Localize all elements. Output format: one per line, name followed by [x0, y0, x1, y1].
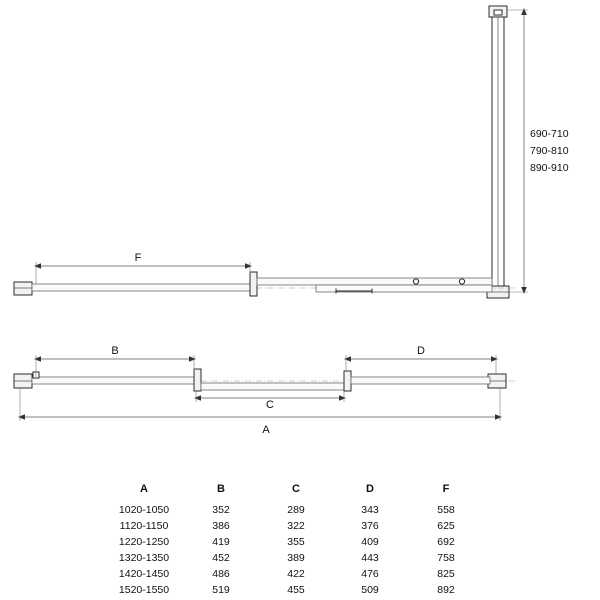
dimension-d-label: D [417, 345, 425, 357]
top-view-roller-b [459, 279, 464, 284]
vertical-profile-top-detail [494, 10, 502, 15]
table-header-f: F [442, 483, 450, 495]
top-view-sliding-panel-upper [257, 278, 492, 285]
table-cell-f: 825 [437, 568, 455, 580]
dimension-f-arrow-right [245, 263, 252, 269]
table-cell-c: 289 [287, 504, 305, 516]
table-cell-c: 455 [287, 584, 305, 596]
table-cell-b: 352 [212, 504, 230, 516]
dimension-b-arrow-right [189, 356, 196, 362]
dimension-a-group [18, 388, 502, 436]
dimension-f-arrow-left [34, 263, 41, 269]
table-cell-a: 1120-1150 [119, 520, 169, 532]
table-cell-c: 322 [287, 520, 305, 532]
bottom-view-right-fixed-panel [351, 377, 490, 384]
table-cell-f: 758 [437, 552, 455, 564]
table-cell-f: 558 [437, 504, 455, 516]
table-cell-d: 376 [361, 520, 379, 532]
vertical-profile-group [487, 6, 509, 298]
table-cell-a: 1320-1350 [118, 552, 170, 564]
table-row [120, 520, 455, 532]
dimension-b-group [34, 345, 196, 377]
table-cell-a: 1420-1450 [118, 568, 170, 580]
dimension-c-group [194, 391, 346, 411]
table-cell-a: 1520-1550 [118, 584, 170, 596]
table-cell-d: 409 [361, 536, 379, 548]
table-header-d: D [366, 483, 374, 495]
dimension-b-label: B [111, 345, 119, 357]
table-cell-a: 1220-1250 [118, 536, 170, 548]
table-header-a: A [140, 483, 148, 495]
table-row [119, 552, 455, 564]
table-row [119, 536, 455, 548]
bottom-view-center-sliding-panel [201, 383, 347, 390]
table-cell-a: 1020-1050 [118, 504, 170, 516]
dimension-c-arrow-left [194, 395, 201, 401]
dimension-d-arrow-left [344, 356, 351, 362]
table-cell-d: 443 [361, 552, 379, 564]
dimension-c-arrow-right [339, 395, 346, 401]
table-cell-b: 452 [212, 552, 230, 564]
table-cell-c: 422 [287, 568, 305, 580]
dimension-c-label: C [266, 399, 274, 411]
dimension-d-arrow-right [491, 356, 498, 362]
dimension-f-label: F [134, 252, 142, 264]
table-cell-d: 509 [361, 584, 379, 596]
dimension-f-group [34, 252, 252, 284]
table-cell-d: 476 [361, 568, 379, 580]
top-view-fixed-panel [32, 284, 252, 291]
height-dimension-group [507, 8, 528, 294]
dimension-d-group [344, 345, 498, 375]
top-plan-view-group [14, 272, 516, 296]
height-option-0: 690-710 [530, 128, 569, 140]
table-row [119, 584, 455, 596]
table-cell-c: 355 [287, 536, 305, 548]
table-cell-b: 386 [212, 520, 230, 532]
height-arrow-top [521, 8, 527, 15]
table-cell-d: 343 [361, 504, 379, 516]
table-header-b: B [217, 483, 225, 495]
specification-table [119, 483, 455, 596]
table-row [119, 568, 455, 580]
height-option-1: 790-810 [530, 145, 569, 157]
bottom-view-right-post [344, 371, 351, 391]
bottom-plan-view-group [14, 369, 516, 391]
dimension-a-arrow-right [495, 414, 502, 420]
table-cell-b: 486 [212, 568, 230, 580]
table-cell-f: 692 [437, 536, 455, 548]
table-header-c: C [292, 483, 300, 495]
top-view-roller-a [413, 279, 418, 284]
dimension-a-arrow-left [18, 414, 25, 420]
dimension-b-arrow-left [34, 356, 41, 362]
table-cell-c: 389 [287, 552, 305, 564]
bottom-view-left-post [194, 369, 201, 391]
bottom-view-left-fixed-panel [32, 377, 196, 384]
dimension-a-label: A [262, 424, 270, 436]
height-option-2: 890-910 [530, 162, 569, 174]
table-cell-f: 892 [437, 584, 455, 596]
table-row [119, 504, 455, 516]
top-view-corner-post [250, 272, 257, 296]
table-cell-f: 625 [437, 520, 455, 532]
table-cell-b: 519 [212, 584, 230, 596]
table-cell-b: 419 [212, 536, 230, 548]
top-view-left-end-cap [14, 282, 32, 295]
height-arrow-bottom [521, 287, 527, 294]
